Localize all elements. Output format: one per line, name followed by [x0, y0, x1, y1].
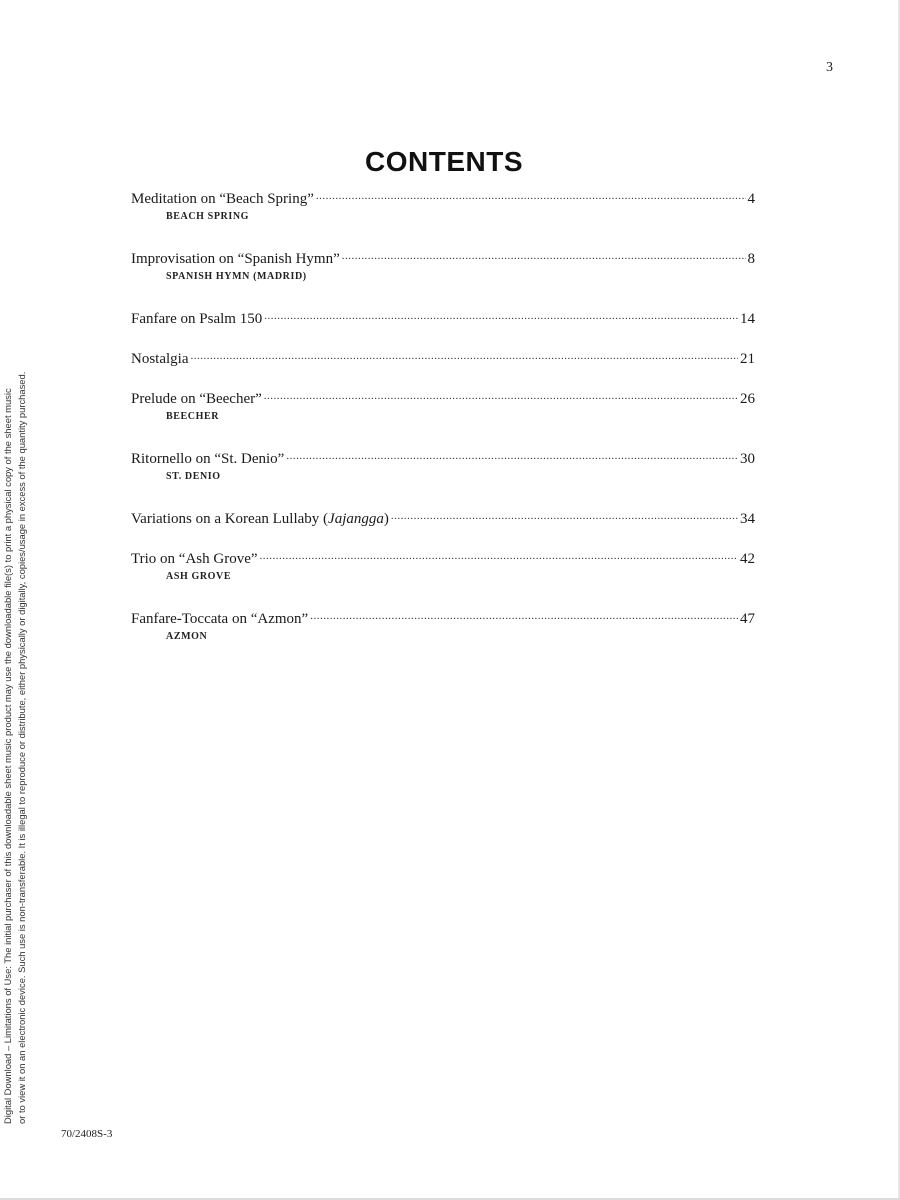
toc-entry-title-italic: Jajangga	[328, 511, 384, 527]
toc-entry-tune: ST. DENIO	[166, 471, 221, 482]
dot-leader	[342, 249, 746, 263]
dot-leader	[264, 309, 738, 323]
toc-entry[interactable]	[131, 348, 755, 370]
toc-entry-tune: BEACH SPRING	[166, 211, 250, 222]
toc-entry-page: 30	[740, 451, 755, 467]
toc-entry-title: Fanfare-Toccata on “Azmon”	[131, 611, 309, 627]
page-number: 3	[826, 60, 833, 75]
dot-leader	[260, 549, 738, 563]
toc-entry-title-main: Variations on a Korean Lullaby (	[131, 511, 329, 527]
toc-entry-title: Nostalgia	[131, 351, 189, 367]
page-title: CONTENTS	[365, 146, 523, 177]
copyright-line-2: or to view it on an electronic device. Such use is non-transferable. It is illegal to reproduce or distribute, either physically or digitally, copies/usage in excess of the quantity purchased.	[16, 371, 27, 1124]
toc-entry-page: 4	[747, 191, 755, 207]
toc-entry-page: 47	[740, 611, 755, 627]
dot-leader	[316, 189, 746, 203]
toc-entry-page: 21	[740, 351, 755, 367]
toc-entry-tune: AZMON	[166, 631, 208, 642]
toc-entry[interactable]	[131, 188, 755, 224]
toc-entry-title-end: )	[383, 511, 389, 527]
toc-entry[interactable]	[131, 508, 755, 530]
toc-entry-page: 42	[740, 551, 755, 567]
toc-entry[interactable]	[131, 548, 755, 584]
toc-entry-tune: SPANISH HYMN (MADRID)	[166, 271, 307, 282]
copyright-notice	[1, 84, 29, 1124]
dot-leader	[391, 509, 738, 523]
toc-entry[interactable]	[131, 388, 755, 424]
toc-entry[interactable]	[131, 448, 755, 484]
toc-entry-title: Meditation on “Beach Spring”	[131, 191, 314, 207]
toc-entry[interactable]	[131, 608, 755, 644]
toc-entry-title: Trio on “Ash Grove”	[131, 551, 258, 567]
dot-leader	[310, 609, 738, 623]
toc-entry-tune: BEECHER	[166, 411, 220, 422]
toc-entry-title: Prelude on “Beecher”	[131, 391, 262, 407]
toc-entry-title: Improvisation on “Spanish Hymn”	[131, 251, 340, 267]
copyright-line-1: Digital Download – Limitations of Use: The initial purchaser of this downloadable sheet music product may use the downloadable file(s) to print a physical copy of the sheet music	[2, 388, 13, 1124]
toc-entry-page: 26	[740, 391, 755, 407]
toc-entry-page: 34	[740, 511, 755, 527]
toc-entry-page: 14	[740, 311, 755, 327]
catalog-code: 70/2408S-3	[61, 1128, 113, 1140]
dot-leader	[264, 389, 738, 403]
dot-leader	[286, 449, 738, 463]
toc-entry-tune: ASH GROVE	[166, 571, 232, 582]
toc-entry[interactable]	[131, 248, 755, 284]
toc-entry-title: Fanfare on Psalm 150	[131, 311, 263, 327]
dot-leader	[191, 349, 739, 363]
toc-entry[interactable]	[131, 308, 755, 330]
toc-entry-page: 8	[747, 251, 755, 267]
toc-entry-title: Ritornello on “St. Denio”	[131, 451, 285, 467]
toc-entry-title	[131, 508, 389, 530]
